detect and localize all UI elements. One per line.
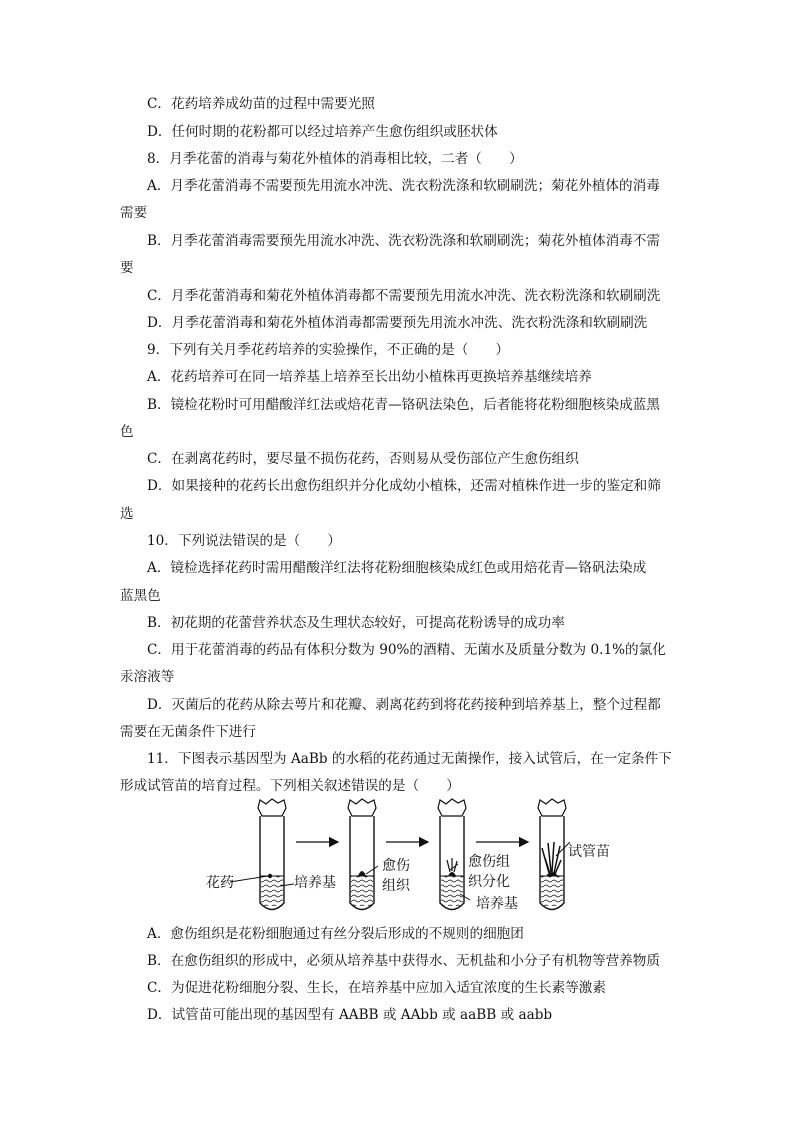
option-10-a-cont: 蓝黑色: [120, 588, 161, 604]
question-11-stem-cont: 形成试管苗的培育过程。下列相关叙述错误的是（ ）: [120, 778, 460, 794]
label-callus-diff-line1: 愈伤组: [468, 854, 510, 870]
test-tube-3: [438, 799, 466, 910]
option-9-a: A．花药培养可在同一培养基上培养至长出幼小植株再更换培养基继续培养: [147, 369, 592, 385]
option-10-b: B．初花期的花蕾营养状态及生理状态较好，可提高花粉诱导的成功率: [147, 615, 565, 631]
option-10-c: C．用于花蕾消毒的药品有体积分数为 90%的酒精、无菌水及质量分数为 0.1%的氯化: [147, 642, 666, 658]
option-9-d-cont: 选: [120, 506, 134, 522]
option-11-d: D．试管苗可能出现的基因型有 AABB 或 AAbb 或 aaBB 或 aabb: [147, 1007, 553, 1023]
label-medium: 培养基: [294, 875, 336, 891]
option-10-a: A．镜检选择花药时需用醋酸洋红法将花粉细胞核染成红色或用焙花青—铬矾法染成: [147, 560, 647, 576]
option-9-c: C．在剥离花药时，要尽量不损伤花药，否则易从受伤部位产生愈伤组织: [147, 451, 579, 467]
option-8-b-cont: 要: [120, 260, 134, 276]
question-8-stem: 8．月季花蕾的消毒与菊花外植体的消毒相比较，二者（ ）: [147, 151, 523, 167]
label-seedling: 试管苗: [568, 844, 610, 860]
option-8-c: C．月季花蕾消毒和菊花外植体消毒都不需要预先用流水冲洗、洗衣粉洗涤和软刷刷洗: [147, 288, 661, 304]
label-callus-line1: 愈伤: [382, 858, 410, 874]
test-tube-4: [538, 799, 566, 910]
label-medium-2: 培养基: [476, 896, 518, 912]
label-anther: 花药: [206, 875, 234, 891]
question-9-stem: 9．下列有关月季花药培养的实验操作，不正确的是（ ）: [147, 342, 510, 358]
option-8-b: B．月季花蕾消毒需要预先用流水冲洗、洗衣粉洗涤和软刷刷洗；菊花外植体消毒不需: [147, 233, 660, 249]
label-callus-diff-line2: 织分化: [468, 874, 510, 890]
option-10-d-cont: 需要在无菌条件下进行: [120, 724, 256, 740]
option-10-c-cont: 汞溶液等: [120, 669, 175, 685]
option-8-a-cont: 需要: [120, 205, 148, 221]
question-10-stem: 10．下列说法错误的是（ ）: [147, 533, 342, 549]
tissue-culture-figure: [200, 798, 640, 923]
option-11-b: B．在愈伤组织的形成中，必须从培养基中获得水、无机盐和小分子有机物等营养物质: [147, 953, 660, 969]
option-11-a: A．愈伤组织是花粉细胞通过有丝分裂后形成的不规则的细胞团: [147, 926, 524, 942]
line-q7-c: C．花药培养成幼苗的过程中需要光照: [147, 96, 375, 112]
test-tube-1: [258, 799, 286, 910]
test-tube-2: [348, 799, 376, 910]
label-callus-line2: 组织: [382, 878, 410, 894]
option-11-c: C．为促进花粉细胞分裂、生长，在培养基中应加入适宜浓度的生长素等激素: [147, 980, 606, 996]
option-10-d: D．灭菌后的花药从除去萼片和花瓣、剥离花药到将花药接种到培养基上，整个过程都: [147, 697, 661, 713]
option-9-b-cont: 色: [120, 424, 134, 440]
line-q7-d: D．任何时期的花粉都可以经过培养产生愈伤组织或胚状体: [147, 124, 498, 140]
option-9-d: D．如果接种的花药长出愈伤组织并分化成幼小植株，还需对植株作进一步的鉴定和筛: [147, 478, 661, 494]
option-8-a: A．月季花蕾消毒不需要预先用流水冲洗、洗衣粉洗涤和软刷刷洗；菊花外植体的消毒: [147, 178, 660, 194]
option-9-b: B．镜检花粉时可用醋酸洋红法或焙花青—铬矾法染色，后者能将花粉细胞核染成蓝黑: [147, 397, 660, 413]
question-11-stem: 11．下图表示基因型为 AaBb 的水稻的花药通过无菌操作，接入试管后，在一定条件下: [147, 751, 672, 767]
option-8-d: D．月季花蕾消毒和菊花外植体消毒都需要预先用流水冲洗、洗衣粉洗涤和软刷刷洗: [147, 315, 648, 331]
